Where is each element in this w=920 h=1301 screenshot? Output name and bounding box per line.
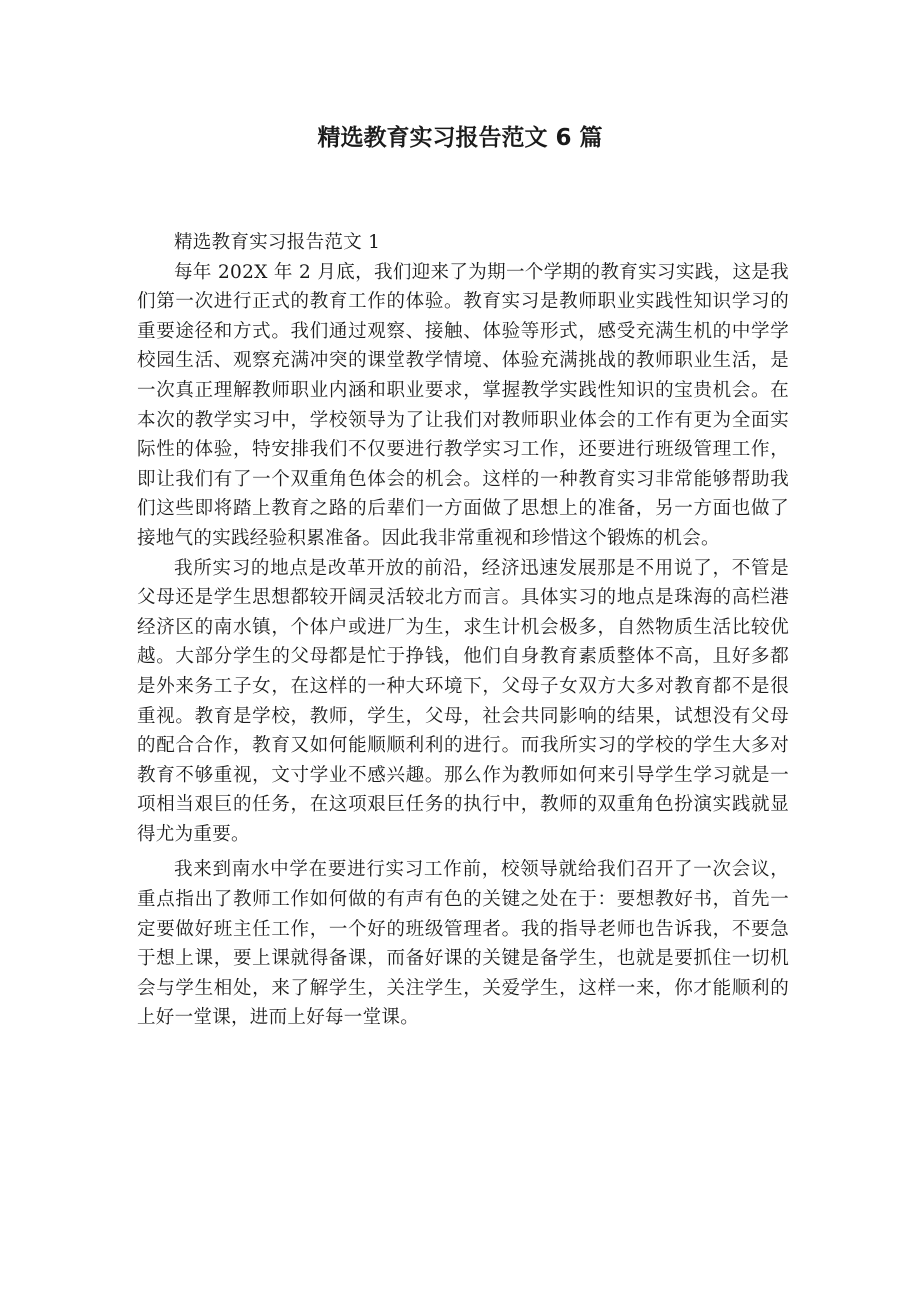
paragraph-1: 每年 202X 年 2 月底，我们迎来了为期一个学期的教育实习实践，这是我们第一次进行正式的教育工作的体验。教育实习是教师职业实践性知识学习的重要途径和方式。我们通过观察、接触、体验等形式，感受充满生机的中学学校园生活、观察充满冲突的课堂教学情境、体验充满挑战的教师职业生活，是一次真正理解教师职业内涵和职业要求，掌握教学实践性知识的宝贵机会。在本次的教学实习中，学校领导为了让我们对教师职业体会的工作有更为全面实际性的体验，特安排我们不仅要进行教学实习工作，还要进行班级管理工作，即让我们有了一个双重角色体会的机会。这样的一种教育实习非常能够帮助我们这些即将踏上教育之路的后辈们一方面做了思想上的准备，另一方面也做了接地气的实践经验积累准备。因此我非常重视和珍惜这个锻炼的机会。 (137, 261, 789, 549)
document-body (137, 228, 789, 1033)
document-title: 精选教育实习报告范文 6 篇 (317, 125, 603, 151)
paragraph-3: 我来到南水中学在要进行实习工作前，校领导就给我们召开了一次会议，重点指出了教师工作如何做的有声有色的关键之处在于：要想教好书，首先一定要做好班主任工作，一个好的班级管理者。我的指导老师也告诉我，不要急于想上课，要上课就得备课，而备好课的关键是备学生，也就是要抓住一切机会与学生相处，来了解学生，关注学生，关爱学生，这样一来，你才能顺利的上好一堂课，进而上好每一堂课。 (137, 859, 789, 1029)
paragraph-2: 我所实习的地点是改革开放的前沿，经济迅速发展那是不用说了，不管是父母还是学生思想都较开阔灵活较北方而言。具体实习的地点是珠海的高栏港经济区的南水镇，个体户或进厂为生，求生计机会极多，自然物质生活比较优越。大部分学生的父母都是忙于挣钱，他们自身教育素质整体不高，且好多都是外来务工子女，在这样的一种大环境下，父母子女双方大多对教育都不是很重视。教育是学校，教师，学生，父母，社会共同影响的结果，试想没有父母的配合合作，教育又如何能顺顺利利的进行。而我所实习的学校的学生大多对教育不够重视，文寸学业不感兴趣。那么作为教师如何来引导学生学习就是一项相当艰巨的任务，在这项艰巨任务的执行中，教师的双重角色扮演实践就显得尤为重要。 (137, 557, 789, 845)
section-heading: 精选教育实习报告范文 1 (174, 232, 381, 253)
